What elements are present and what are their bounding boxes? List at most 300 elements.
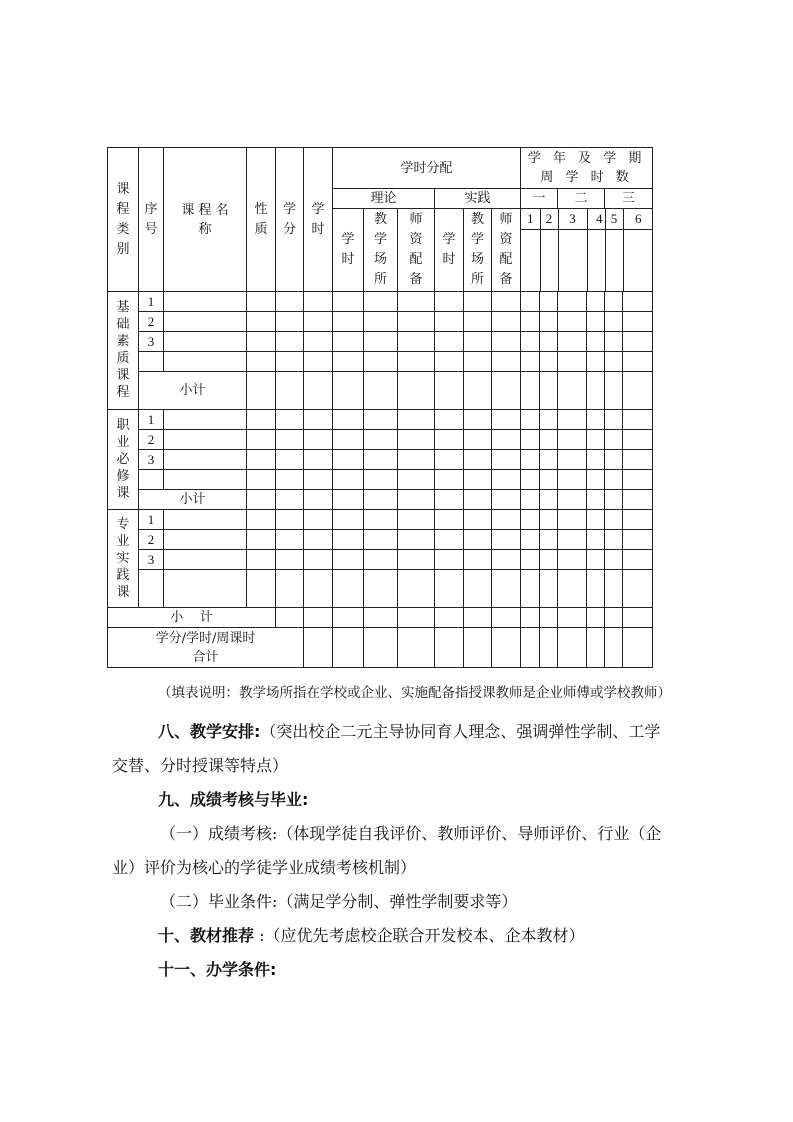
empty-cell[interactable] [364,550,398,570]
empty-cell[interactable] [364,372,398,410]
header-practice-teacher: 师资配备 [492,209,521,292]
empty-cell[interactable] [304,312,333,332]
table-row [108,430,653,450]
empty-cell[interactable] [304,410,333,430]
seq-cell [139,470,164,490]
empty-cell[interactable] [276,450,304,470]
table-note: （填表说明：教学场所指在学校或企业、实施配备指授课教师是企业师傅或学校教师） [158,685,671,701]
empty-cell[interactable] [435,510,464,530]
empty-cell[interactable] [435,628,464,668]
empty-cell[interactable] [398,332,435,352]
empty-cell[interactable] [605,430,623,450]
term-2: 2 [540,209,558,229]
empty-cell[interactable] [276,312,304,332]
section-11 [112,953,672,987]
section-9-1: （一）成绩考核:（体现学徒自我评价、教师评价、导师评价、行业（企业）评价为核心的学徒学业成绩考核机制） [112,824,662,877]
empty-cell[interactable] [492,510,521,530]
empty-cell[interactable] [521,628,540,668]
empty-cell[interactable] [333,352,364,372]
empty-cell[interactable] [398,292,435,312]
empty-cell[interactable] [558,372,587,410]
empty-cell[interactable] [558,510,587,530]
table-row [108,510,653,530]
empty-cell[interactable] [521,608,540,628]
empty-cell[interactable] [364,430,398,450]
term-1: 1 [521,209,540,229]
empty-cell[interactable] [435,608,464,628]
empty-cell[interactable] [435,372,464,410]
empty-cell[interactable] [247,470,276,490]
header-theory-hours: 学时 [333,209,364,292]
empty-cell[interactable] [333,470,364,490]
empty-cell[interactable] [304,550,333,570]
empty-cell[interactable] [364,490,398,510]
empty-cell[interactable] [333,550,364,570]
subtotal-row [108,490,653,510]
empty-cell[interactable] [304,372,333,410]
empty-cell[interactable] [623,292,653,312]
empty-cell[interactable] [333,490,364,510]
empty-cell[interactable] [276,530,304,550]
empty-cell[interactable] [540,292,558,312]
empty-cell[interactable] [333,430,364,450]
empty-cell[interactable] [587,530,605,550]
empty-cell[interactable] [492,550,521,570]
header-theory-venue: 教学场所 [364,209,398,292]
course-plan-table [107,147,653,668]
section-10-text: :（应优先考虑校企联合开发校本、企本教材） [254,926,585,945]
empty-cell[interactable] [492,312,521,332]
empty-cell[interactable] [247,510,276,530]
empty-cell[interactable] [398,430,435,450]
header-hour-distribution: 学时分配 [333,148,521,189]
empty-cell[interactable] [492,490,521,510]
empty-cell[interactable] [492,470,521,490]
empty-cell[interactable] [435,410,464,430]
empty-cell[interactable] [623,352,653,372]
empty-cell[interactable] [304,510,333,530]
empty-cell[interactable] [464,352,492,372]
header-practice-venue: 教学场所 [464,209,492,292]
empty-cell[interactable] [364,530,398,550]
empty-cell[interactable] [540,530,558,550]
empty-cell[interactable] [587,352,605,372]
empty-cell[interactable] [623,332,653,352]
table-row [108,410,653,430]
seq-cell: 3 [139,550,164,570]
empty-cell[interactable] [276,292,304,312]
empty-cell[interactable] [587,332,605,352]
empty-cell[interactable] [623,490,653,510]
empty-cell[interactable] [587,608,605,628]
empty-cell[interactable] [492,530,521,550]
course-name-cell[interactable] [164,450,247,470]
empty-cell[interactable] [464,410,492,430]
empty-cell[interactable] [492,450,521,470]
empty-cell[interactable] [333,292,364,312]
empty-cell[interactable] [364,510,398,530]
empty-cell[interactable] [398,352,435,372]
empty-cell[interactable] [521,352,540,372]
empty-cell [521,229,540,291]
empty-cell [558,229,587,291]
empty-cell[interactable] [464,490,492,510]
empty-cell[interactable] [364,470,398,490]
empty-cell[interactable] [521,430,540,450]
empty-cell[interactable] [304,352,333,372]
empty-cell[interactable] [540,490,558,510]
empty-cell[interactable] [276,510,304,530]
empty-cell[interactable] [333,450,364,470]
empty-cell[interactable] [435,352,464,372]
empty-cell[interactable] [540,450,558,470]
empty-cell[interactable] [435,430,464,450]
empty-cell[interactable] [623,430,653,450]
header-hours: 学时 [304,148,333,292]
course-name-cell[interactable] [164,470,247,490]
empty-cell[interactable] [492,410,521,430]
empty-cell[interactable] [247,292,276,312]
empty-cell[interactable] [247,430,276,450]
empty-cell[interactable] [558,570,587,608]
empty-cell[interactable] [398,312,435,332]
empty-cell[interactable] [435,470,464,490]
empty-cell[interactable] [521,332,540,352]
header-credits: 学分 [276,148,304,292]
course-name-cell[interactable] [164,530,247,550]
empty-cell[interactable] [247,570,276,608]
empty-cell[interactable] [276,410,304,430]
empty-cell[interactable] [558,410,587,430]
subtotal-row [108,372,653,410]
empty-cell[interactable] [464,292,492,312]
course-name-cell[interactable] [164,550,247,570]
empty-cell[interactable] [464,430,492,450]
empty-cell[interactable] [304,332,333,352]
empty-cell[interactable] [492,372,521,410]
empty-cell[interactable] [333,628,364,668]
empty-cell[interactable] [435,530,464,550]
empty-cell[interactable] [623,312,653,332]
header-practice: 实践 [435,189,521,209]
empty-cell[interactable] [558,608,587,628]
empty-cell[interactable] [605,490,623,510]
empty-cell[interactable] [540,312,558,332]
empty-cell[interactable] [540,430,558,450]
empty-cell[interactable] [333,332,364,352]
empty-cell[interactable] [521,570,540,608]
empty-cell[interactable] [492,608,521,628]
empty-cell[interactable] [587,490,605,510]
empty-cell[interactable] [587,450,605,470]
empty-cell[interactable] [587,628,605,668]
empty-cell[interactable] [398,628,435,668]
empty-cell[interactable] [540,470,558,490]
section-9-2: （二）毕业条件:（满足学分制、弹性学制要求等） [160,892,518,911]
empty-cell[interactable] [540,410,558,430]
course-name-cell[interactable] [164,292,247,312]
empty-cell[interactable] [304,530,333,550]
empty-cell[interactable] [540,550,558,570]
empty-cell[interactable] [521,312,540,332]
empty-cell[interactable] [276,352,304,372]
empty-cell[interactable] [587,510,605,530]
empty-cell[interactable] [247,410,276,430]
empty-cell[interactable] [587,372,605,410]
header-course-name: 课 程 名 称 [164,148,247,292]
seq-cell [139,570,164,608]
empty-cell[interactable] [605,410,623,430]
empty-cell[interactable] [587,312,605,332]
empty-cell[interactable] [558,292,587,312]
empty-cell[interactable] [623,470,653,490]
empty-cell[interactable] [464,332,492,352]
empty-cell[interactable] [276,550,304,570]
course-name-cell[interactable] [164,352,247,372]
total-label: 学分/学时/周课时 合计 [108,628,304,668]
empty-cell[interactable] [435,332,464,352]
empty-cell[interactable] [521,530,540,550]
course-name-cell[interactable] [164,312,247,332]
empty-cell[interactable] [247,450,276,470]
empty-cell[interactable] [304,430,333,450]
empty-cell[interactable] [464,570,492,608]
header-category: 课程类别 [108,148,139,292]
empty-cell [605,229,623,291]
empty-cell[interactable] [521,450,540,470]
empty-cell[interactable] [435,490,464,510]
empty-cell[interactable] [492,332,521,352]
section-9-title [112,783,672,817]
empty-cell[interactable] [605,570,623,608]
empty-cell[interactable] [492,430,521,450]
empty-cell[interactable] [398,608,435,628]
empty-cell[interactable] [435,550,464,570]
empty-cell[interactable] [333,530,364,550]
empty-cell[interactable] [605,372,623,410]
empty-cell[interactable] [435,450,464,470]
empty-cell[interactable] [540,510,558,530]
empty-cell[interactable] [364,628,398,668]
empty-cell[interactable] [333,570,364,608]
empty-cell[interactable] [540,570,558,608]
empty-cell[interactable] [558,470,587,490]
empty-cell[interactable] [247,372,276,410]
empty-cell[interactable] [464,312,492,332]
empty-cell[interactable] [398,410,435,430]
empty-cell[interactable] [304,470,333,490]
header-seq: 序号 [139,148,164,292]
empty-cell[interactable] [587,570,605,608]
empty-cell[interactable] [623,570,653,608]
empty-cell[interactable] [623,608,653,628]
empty-cell[interactable] [333,372,364,410]
empty-cell[interactable] [247,550,276,570]
empty-cell[interactable] [398,450,435,470]
empty-cell[interactable] [605,332,623,352]
empty-cell[interactable] [304,570,333,608]
section-11-title: 十一、办学条件: [158,960,277,979]
empty-cell[interactable] [364,292,398,312]
course-name-cell[interactable] [164,510,247,530]
empty-cell[interactable] [521,490,540,510]
empty-cell[interactable] [398,470,435,490]
empty-cell[interactable] [276,430,304,450]
empty-cell[interactable] [623,372,653,410]
empty-cell[interactable] [605,530,623,550]
empty-cell[interactable] [492,628,521,668]
empty-cell[interactable] [333,510,364,530]
empty-cell[interactable] [304,490,333,510]
course-name-cell[interactable] [164,332,247,352]
header-schedule: 学 年 及 学 期 周 学 时 数 [521,148,653,189]
empty-cell[interactable] [364,312,398,332]
empty-cell[interactable] [521,470,540,490]
empty-cell[interactable] [558,628,587,668]
empty-cell[interactable] [364,608,398,628]
empty-cell[interactable] [492,570,521,608]
empty-cell[interactable] [623,530,653,550]
seq-cell: 3 [139,332,164,352]
empty-cell[interactable] [540,352,558,372]
empty-cell[interactable] [605,450,623,470]
seq-cell: 2 [139,312,164,332]
empty-cell[interactable] [540,628,558,668]
empty-cell[interactable] [521,410,540,430]
empty-cell[interactable] [364,450,398,470]
empty-cell[interactable] [435,312,464,332]
empty-cell[interactable] [558,430,587,450]
header-year-2: 二 [558,189,605,209]
empty-cell[interactable] [398,570,435,608]
empty-cell[interactable] [558,352,587,372]
empty-cell[interactable] [364,352,398,372]
empty-cell[interactable] [623,628,653,668]
empty-cell[interactable] [558,490,587,510]
empty-cell[interactable] [605,312,623,332]
empty-cell[interactable] [521,292,540,312]
empty-cell[interactable] [276,570,304,608]
empty-cell[interactable] [558,530,587,550]
empty-cell[interactable] [464,530,492,550]
empty-cell[interactable] [276,372,304,410]
empty-cell[interactable] [587,550,605,570]
section-8-title: 八、教学安排: [158,722,261,741]
empty-cell[interactable] [398,490,435,510]
empty-cell[interactable] [558,332,587,352]
empty-cell[interactable] [304,450,333,470]
empty-cell[interactable] [587,410,605,430]
empty-cell[interactable] [521,550,540,570]
empty-cell[interactable] [464,628,492,668]
empty-cell[interactable] [464,372,492,410]
empty-cell[interactable] [276,490,304,510]
empty-cell[interactable] [540,372,558,410]
course-name-cell[interactable] [164,570,247,608]
empty-cell[interactable] [247,312,276,332]
body-text [112,679,672,987]
empty-cell[interactable] [247,530,276,550]
empty-cell[interactable] [464,510,492,530]
term-4: 4 [587,209,605,229]
empty-cell[interactable] [492,352,521,372]
empty-cell[interactable] [558,450,587,470]
empty-cell[interactable] [623,510,653,530]
header-theory-teacher: 师资配备 [398,209,435,292]
empty-cell[interactable] [276,608,304,628]
empty-cell[interactable] [304,628,333,668]
empty-cell[interactable] [247,490,276,510]
empty-cell [587,229,605,291]
seq-cell [139,352,164,372]
empty-cell[interactable] [435,570,464,608]
seq-cell: 1 [139,410,164,430]
empty-cell[interactable] [623,450,653,470]
empty-cell[interactable] [464,608,492,628]
empty-cell[interactable] [364,410,398,430]
empty-cell[interactable] [333,410,364,430]
header-theory: 理论 [333,189,435,209]
course-name-cell[interactable] [164,410,247,430]
empty-cell[interactable] [364,570,398,608]
empty-cell[interactable] [464,470,492,490]
empty-cell[interactable] [605,510,623,530]
empty-cell[interactable] [276,332,304,352]
empty-cell[interactable] [558,312,587,332]
empty-cell[interactable] [521,372,540,410]
empty-cell[interactable] [435,292,464,312]
empty-cell[interactable] [540,332,558,352]
empty-cell[interactable] [464,550,492,570]
empty-cell[interactable] [398,510,435,530]
empty-cell[interactable] [587,470,605,490]
table-row [108,312,653,332]
empty-cell[interactable] [364,332,398,352]
empty-cell[interactable] [587,292,605,312]
empty-cell[interactable] [247,332,276,352]
empty-cell[interactable] [333,608,364,628]
empty-cell[interactable] [605,470,623,490]
empty-cell[interactable] [304,608,333,628]
course-name-cell[interactable] [164,430,247,450]
empty-cell[interactable] [333,312,364,332]
empty-cell[interactable] [492,292,521,312]
empty-cell[interactable] [605,550,623,570]
table-row [108,470,653,490]
empty-cell[interactable] [276,470,304,490]
empty-cell[interactable] [558,550,587,570]
empty-cell[interactable] [605,352,623,372]
empty-cell[interactable] [398,550,435,570]
table-row [108,450,653,470]
empty-cell[interactable] [247,352,276,372]
empty-cell[interactable] [398,530,435,550]
empty-cell[interactable] [398,372,435,410]
empty-cell[interactable] [540,608,558,628]
empty-cell[interactable] [587,430,605,450]
empty-cell[interactable] [623,410,653,430]
term-5: 5 [605,209,623,229]
empty-cell[interactable] [623,550,653,570]
empty-cell[interactable] [521,510,540,530]
empty-cell[interactable] [464,450,492,470]
empty-cell[interactable] [304,292,333,312]
empty-cell[interactable] [605,292,623,312]
category-cell: 职业必修课 [108,410,139,510]
header-year-1: 一 [521,189,558,209]
empty-cell[interactable] [605,628,623,668]
empty-cell[interactable] [605,608,623,628]
